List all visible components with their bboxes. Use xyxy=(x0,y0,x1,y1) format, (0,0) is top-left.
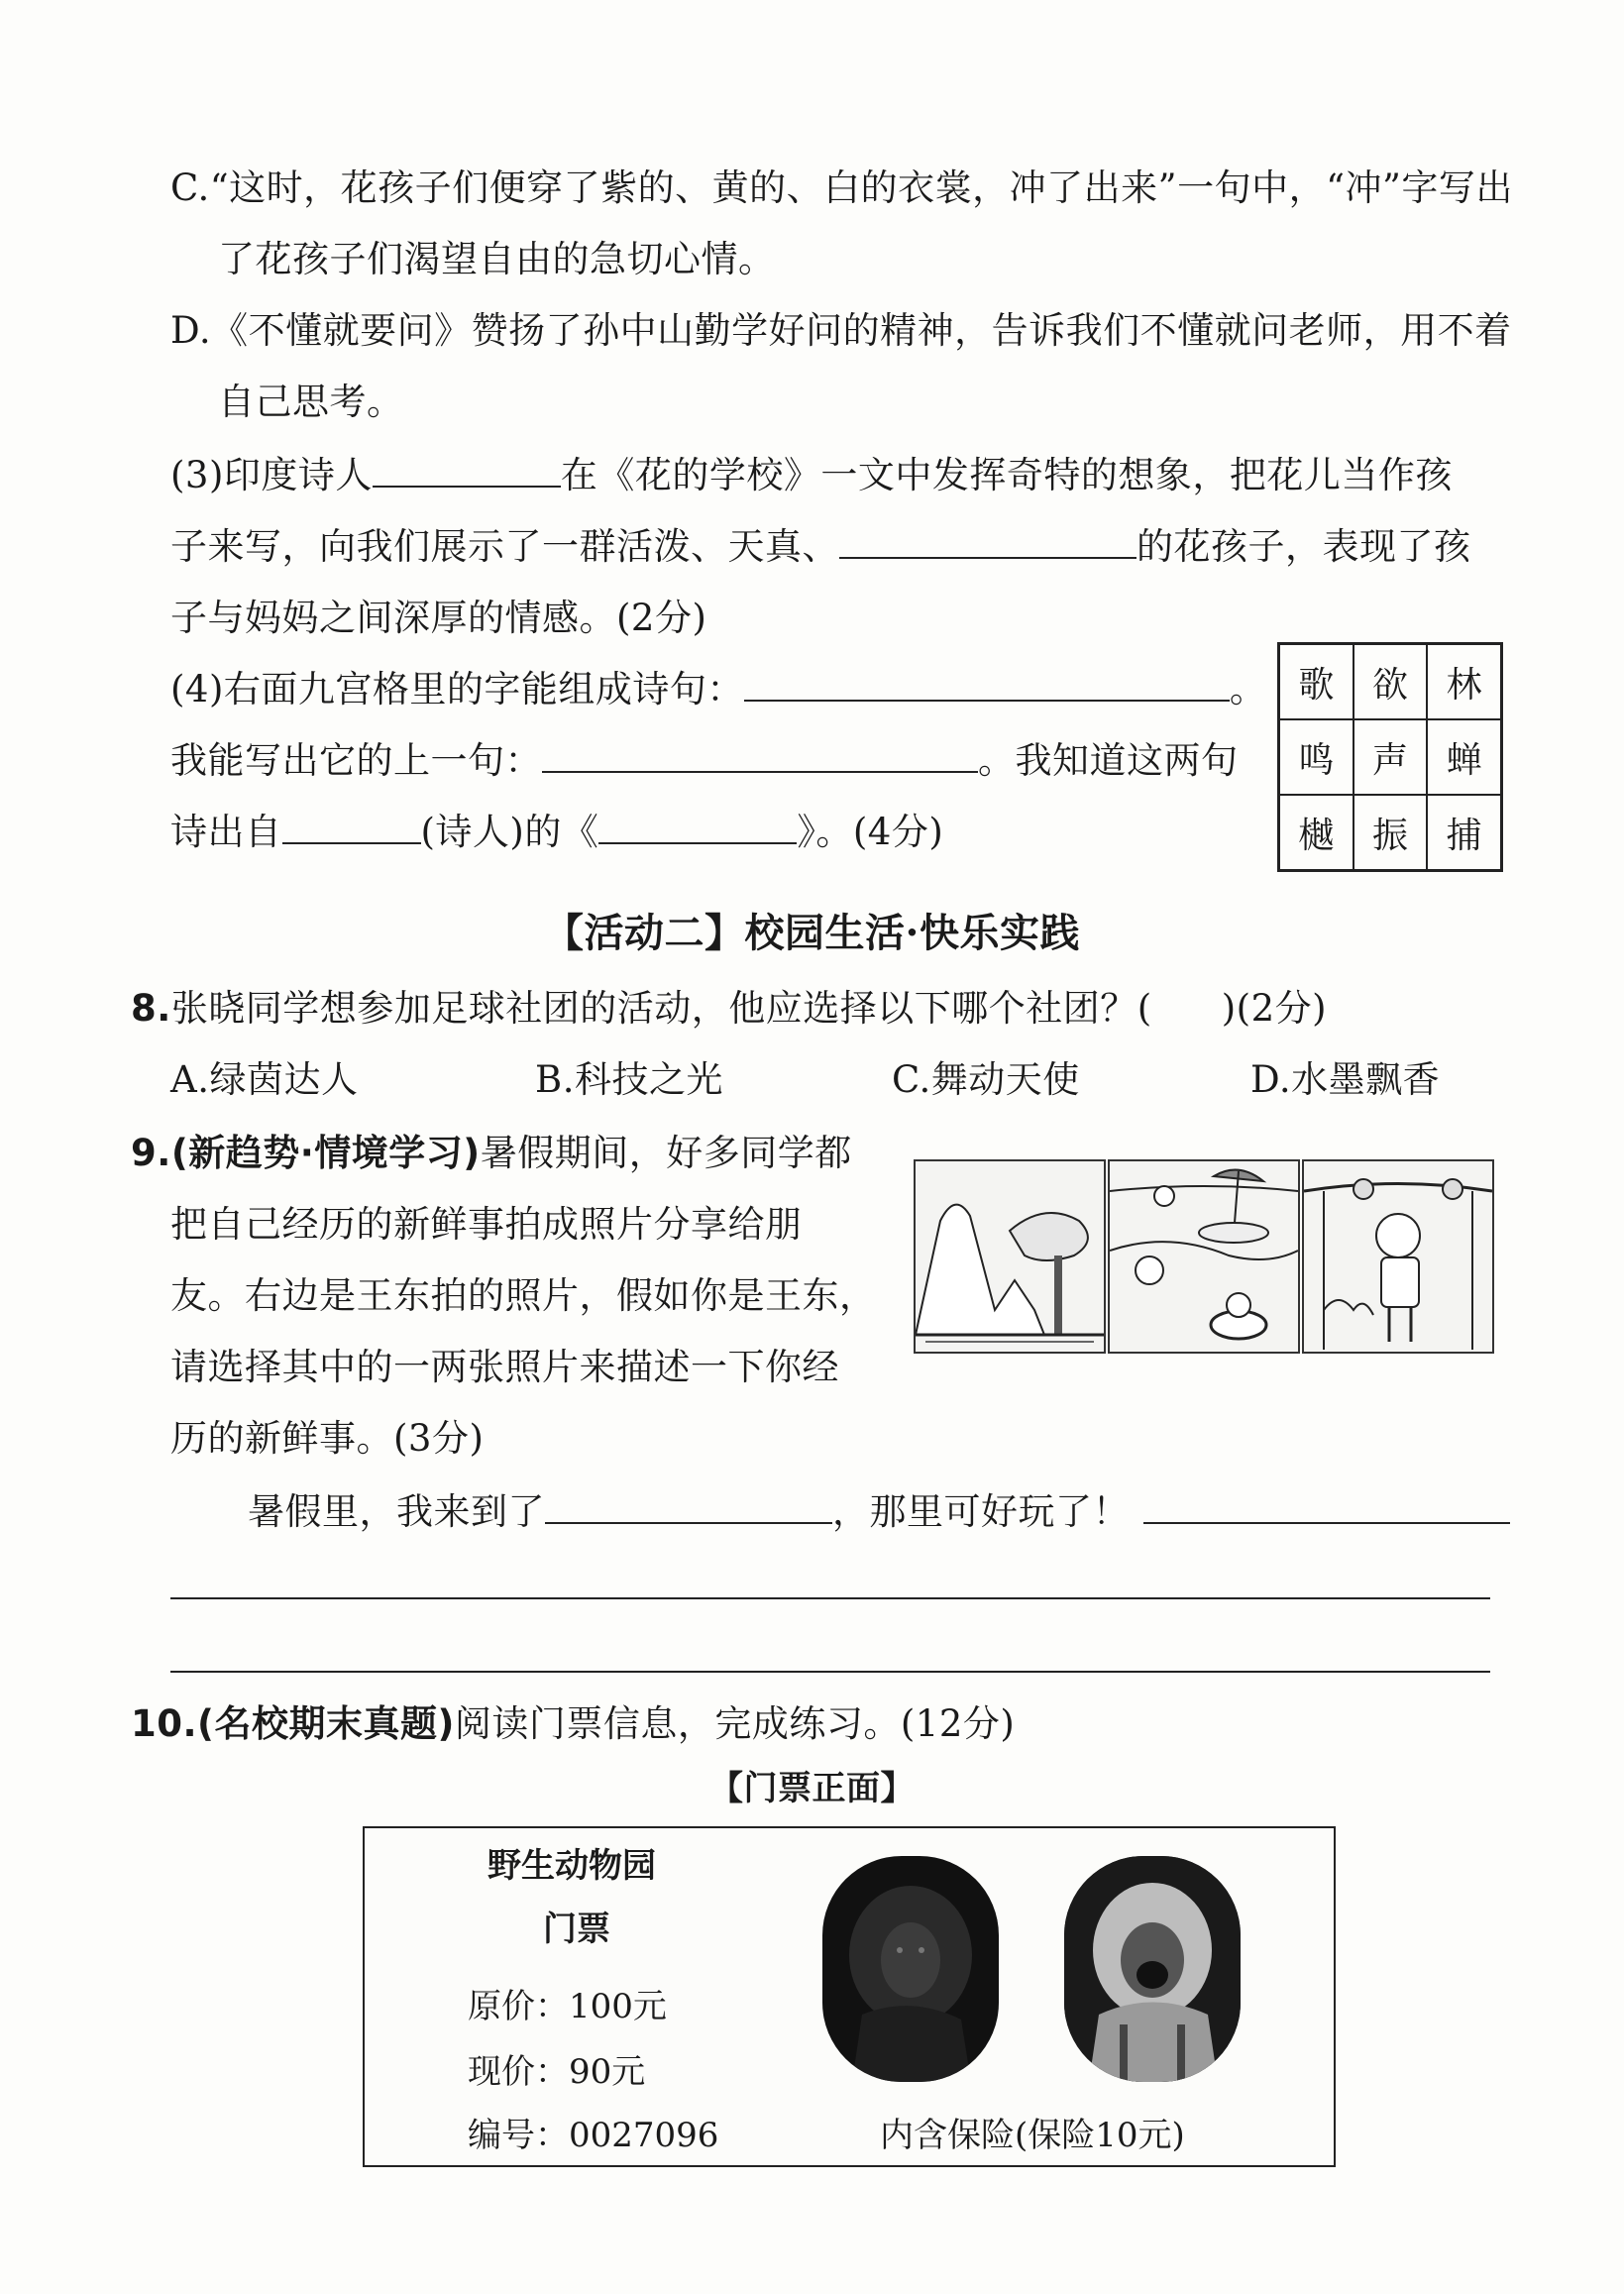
q4-line3-text-b: (诗人)的《 xyxy=(420,811,599,853)
grid-cell: 鸣 xyxy=(1279,719,1353,795)
grid-cell: 林 xyxy=(1427,644,1501,719)
q3-line1-text-b: 在《花的学校》一文中发挥奇特的想象，把花儿当作孩 xyxy=(560,454,1453,496)
q10-text: 阅读门票信息，完成练习。(12分) xyxy=(454,1702,1016,1745)
q8-number: 8. xyxy=(131,987,171,1030)
section-title: 【活动二】校园生活·快乐实践 xyxy=(544,910,1080,956)
grid-cell: 捕 xyxy=(1427,795,1501,870)
ticket-heading: 【门票正面】 xyxy=(709,1769,915,1808)
beach-illustration xyxy=(1110,1161,1298,1352)
q3-line2-text-a: 子来写，向我们展示了一群活泼、天真、 xyxy=(170,525,839,568)
q3-line1 xyxy=(170,454,1453,497)
photo-outdoor xyxy=(1302,1159,1494,1354)
q9-writing-line-2[interactable] xyxy=(170,1597,1490,1599)
q9-line1-text: 暑假期间，好多同学都 xyxy=(480,1132,852,1174)
grid-cell: 蝉 xyxy=(1427,719,1501,795)
q3-line2-text-b: 的花孩子，表现了孩 xyxy=(1137,525,1471,568)
grid-cell: 声 xyxy=(1353,719,1428,795)
lion-photo-light xyxy=(1064,1856,1241,2082)
q4-previous-verse-blank[interactable] xyxy=(542,770,978,773)
q3-line1-text-a: (3)印度诗人 xyxy=(170,454,373,496)
ticket-insurance: 内含保险(保险10元) xyxy=(880,2116,1185,2155)
lion-roaring-icon xyxy=(1064,1856,1241,2082)
q4-poem-title-blank[interactable] xyxy=(598,841,797,844)
q3-line3: 子与妈妈之间深厚的情感。(2分) xyxy=(170,597,707,639)
option-c-line2: 了花孩子们渴望自由的急切心情。 xyxy=(218,238,776,280)
q4-line3 xyxy=(170,811,943,854)
q4-line3-text-a: 诗出自 xyxy=(170,811,282,853)
q9-answer-line xyxy=(248,1490,1510,1534)
lion-photo-dark xyxy=(822,1856,999,2082)
q4-line2-text-a: 我能写出它的上一句： xyxy=(170,739,542,782)
ticket-original-price: 原价：100元 xyxy=(468,1987,667,2026)
photo-beach xyxy=(1108,1159,1300,1354)
grid-cell: 欲 xyxy=(1353,644,1428,719)
q4-line1-end: 。 xyxy=(1229,668,1267,710)
q4-line1 xyxy=(170,668,1266,711)
nine-grid xyxy=(1277,642,1503,872)
q10-tag: (名校期末真题) xyxy=(197,1702,455,1745)
q4-verse-blank[interactable] xyxy=(744,699,1230,702)
q8-tail: )(2分) xyxy=(1221,987,1328,1030)
q9-line4: 请选择其中的一两张照片来描述一下你经 xyxy=(170,1346,839,1388)
q9-number: 9. xyxy=(131,1132,171,1174)
q9-answer-text-b: ，那里可好玩了！ xyxy=(832,1490,1130,1533)
option-c-line1: C.“这时，花孩子们便穿了紫的、黄的、白的衣裳，冲了出来”一句中，“冲”字写出 xyxy=(170,166,1513,209)
q9-answer-text-a: 暑假里，我来到了 xyxy=(248,1490,545,1533)
q8-text: 张晓同学想参加足球社团的活动，他应选择以下哪个社团？( xyxy=(170,987,1152,1030)
q9-line1 xyxy=(131,1132,852,1175)
q3-line2 xyxy=(170,525,1471,569)
ticket-subtitle: 门票 xyxy=(543,1910,610,1949)
option-d-line2: 自己思考。 xyxy=(218,381,404,423)
q10-line xyxy=(131,1702,1015,1746)
q8-option-a[interactable]: A.绿茵达人 xyxy=(170,1058,359,1101)
q3-poet-blank[interactable] xyxy=(373,485,561,488)
q9-tag: (新趋势·情境学习) xyxy=(170,1132,481,1174)
grid-cell: 樾 xyxy=(1279,795,1353,870)
q4-poet-blank[interactable] xyxy=(282,841,421,844)
q10-number: 10. xyxy=(131,1702,198,1745)
ticket-serial: 编号：0027096 xyxy=(468,2116,719,2155)
q9-writing-line-3[interactable] xyxy=(170,1671,1490,1673)
q4-line3-text-c: 》。(4分) xyxy=(797,811,944,853)
lion-icon xyxy=(822,1856,999,2082)
q9-place-blank[interactable] xyxy=(545,1521,832,1524)
grid-cell: 振 xyxy=(1353,795,1428,870)
ticket-front xyxy=(363,1826,1336,2167)
q8-line xyxy=(131,987,1327,1031)
q9-writing-blank-1[interactable] xyxy=(1143,1521,1510,1524)
child-illustration xyxy=(1304,1161,1492,1352)
photo-mountain xyxy=(914,1159,1106,1354)
q3-adjective-blank[interactable] xyxy=(839,556,1137,559)
q4-line2 xyxy=(170,739,1239,783)
q4-line2-text-b: 。我知道这两句 xyxy=(978,739,1239,782)
q9-line3: 友。右边是王东拍的照片，假如你是王东， xyxy=(170,1274,877,1317)
q8-option-d[interactable]: D.水墨飘香 xyxy=(1250,1058,1441,1101)
q4-line1-text: (4)右面九宫格里的字能组成诗句： xyxy=(170,668,744,710)
ticket-current-price: 现价：90元 xyxy=(468,2052,646,2092)
q8-option-b[interactable]: B.科技之光 xyxy=(535,1058,723,1101)
option-d-line1: D.《不懂就要问》赞扬了孙中山勤学好问的精神，告诉我们不懂就问老师，用不着 xyxy=(170,309,1512,352)
mountain-illustration xyxy=(916,1161,1104,1352)
q9-line2: 把自己经历的新鲜事拍成照片分享给朋 xyxy=(170,1203,803,1246)
q9-line5: 历的新鲜事。(3分) xyxy=(170,1417,485,1460)
q8-option-c[interactable]: C.舞动天使 xyxy=(892,1058,1080,1101)
grid-cell: 歌 xyxy=(1279,644,1353,719)
ticket-title: 野生动物园 xyxy=(487,1846,656,1886)
